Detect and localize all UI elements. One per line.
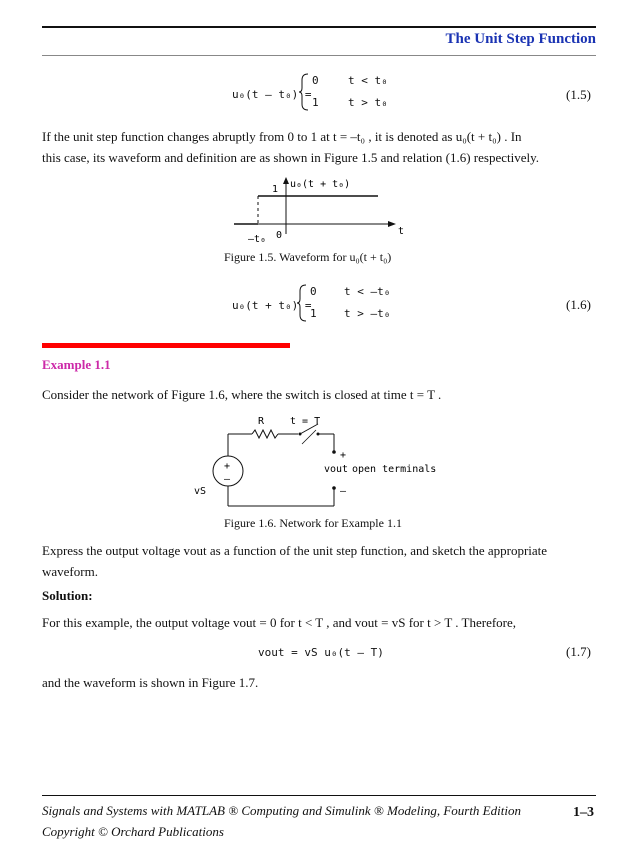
eq16-lhs: u₀(t + t₀) = — [232, 299, 312, 312]
fig16-source-plus: + — [224, 461, 231, 472]
eq16-number: (1.6) — [566, 297, 591, 312]
fig16-switch-label: t = T — [290, 416, 321, 427]
fig16-vs-label: vS — [194, 486, 207, 497]
fig15-x-arrow — [388, 221, 396, 227]
eq15-brace — [298, 72, 310, 112]
figure-1-6-circuit — [190, 410, 450, 516]
fig15-one-label: 1 — [272, 184, 279, 195]
header-underline — [42, 55, 596, 56]
eq16-case1-value: 0 — [310, 285, 317, 298]
eq17-number: (1.7) — [566, 644, 591, 659]
eq17-expression: vout = vS u₀(t – T) — [258, 646, 384, 659]
figure-1-6-caption: Figure 1.6. Network for Example 1.1 — [224, 516, 402, 530]
fig15-y-arrow — [283, 177, 289, 184]
example-heading: Example 1.1 — [42, 357, 111, 372]
fig15-zero-label: 0 — [276, 230, 283, 241]
footer-rule — [42, 795, 596, 796]
fig16-source-minus: – — [224, 474, 231, 485]
fig16-resistor — [252, 430, 278, 438]
running-header-title: The Unit Step Function — [445, 31, 596, 47]
fig16-resistor-label: R — [258, 416, 265, 427]
paragraph-2-line-2: waveform. — [42, 564, 98, 579]
footer-copyright: Copyright © Orchard Publications — [42, 824, 224, 839]
solution-text: For this example, the output voltage vout = 0 for t < T , and vout = vS for t > T . Therefore, — [42, 615, 517, 630]
page-number: 1–3 — [573, 805, 594, 820]
eq15-case2-value: 1 — [312, 96, 319, 109]
fig15-ylabel: u₀(t + t₀) — [290, 179, 351, 190]
fig16-output-plus: + — [340, 450, 347, 461]
paragraph-3: and the waveform is shown in Figure 1.7. — [42, 675, 259, 690]
fig16-vout-label: vout — [324, 464, 349, 475]
fig16-output-minus: – — [340, 486, 347, 497]
figure-1-5-waveform — [228, 172, 428, 248]
fig16-output-terminal-bottom — [332, 486, 336, 490]
eq16-case2-value: 1 — [310, 307, 317, 320]
eq16-case2-condition: t > –t₀ — [344, 307, 391, 320]
eq16-brace — [296, 283, 308, 323]
paragraph-1-line-2: this case, its waveform and definition are as shown in Figure 1.5 and relation (1.6) respectively. — [42, 150, 539, 165]
eq15-number: (1.5) — [566, 87, 591, 102]
solution-heading: Solution: — [42, 588, 93, 603]
eq15-case2-condition: t > t₀ — [348, 96, 388, 109]
example-intro: Consider the network of Figure 1.6, where the switch is closed at time t = T . — [42, 387, 442, 402]
fig15-neg-t0-label: –t₀ — [248, 234, 267, 245]
figure-1-5-caption: Figure 1.5. Waveform for u₀(t + t₀) — [224, 250, 392, 264]
paragraph-2-line-1: Express the output voltage vout as a function of the unit step function, and sketch the appropriate — [42, 543, 548, 558]
fig15-xlabel: t — [398, 226, 405, 237]
example-separator-bar — [42, 343, 290, 348]
footer-book-title: Signals and Systems with MATLAB ® Computing and Simulink ® Modeling, Fourth Edition — [42, 803, 521, 818]
eq15-lhs: u₀(t – t₀) = — [232, 88, 312, 101]
fig16-output-terminal-top — [332, 450, 336, 454]
eq15-case1-value: 0 — [312, 74, 319, 87]
top-rule — [42, 26, 596, 28]
paragraph-1-line-1: If the unit step function changes abruptly from 0 to 1 at t = –t₀ , it is denoted as u₀(t + t₀) . In — [42, 129, 522, 144]
eq15-case1-condition: t < t₀ — [348, 74, 388, 87]
fig16-open-terminals-label: open terminals — [352, 464, 437, 475]
eq16-case1-condition: t < –t₀ — [344, 285, 391, 298]
